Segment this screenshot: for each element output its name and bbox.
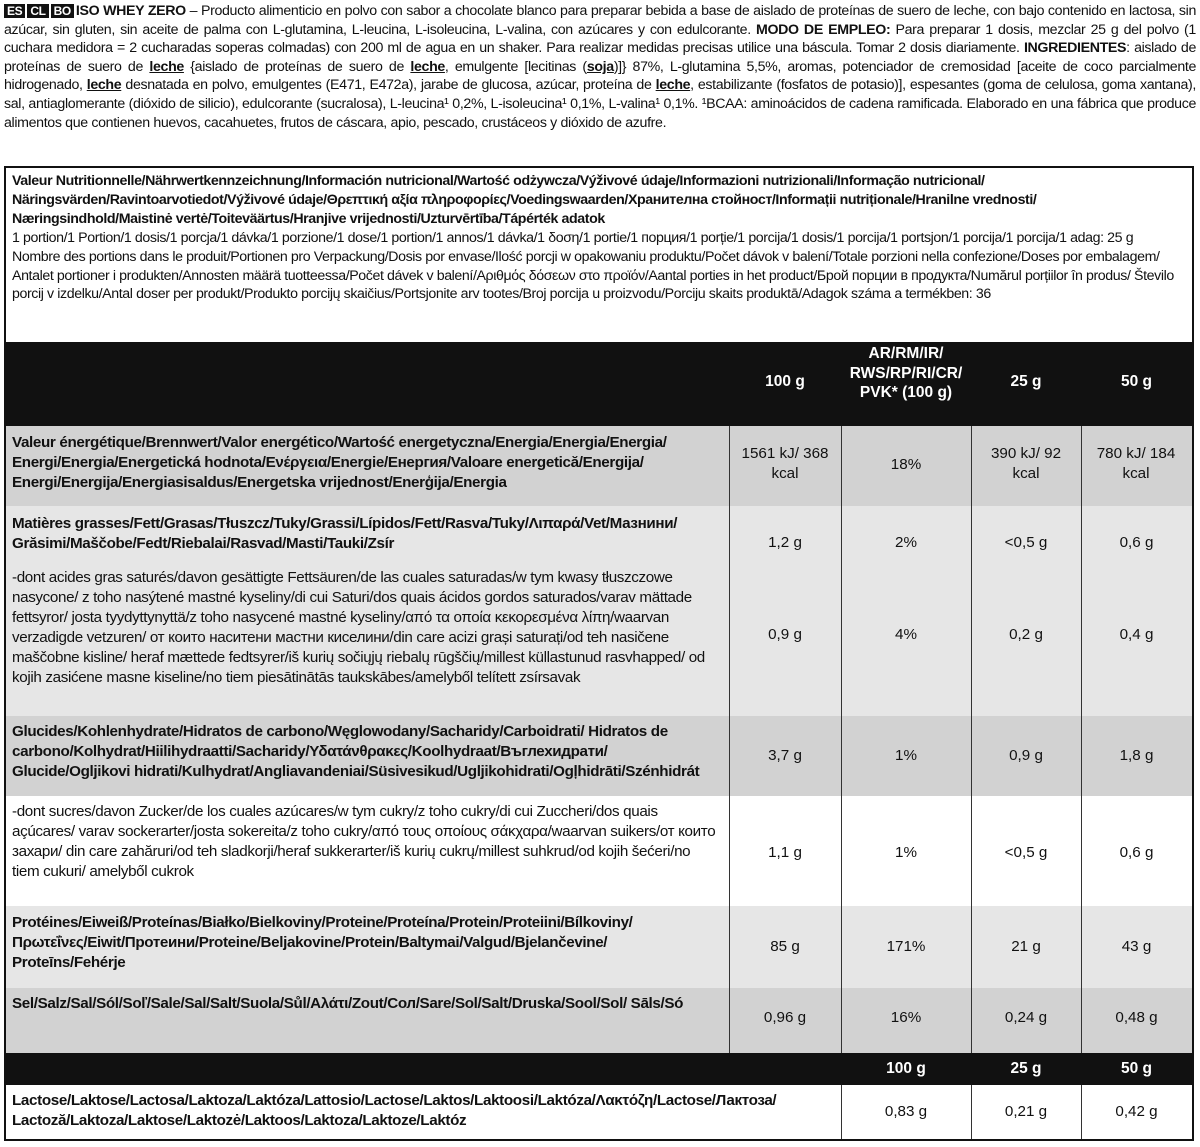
nutrition-table (4, 166, 1194, 1141)
nutrition-header-info (6, 168, 1192, 342)
allergen-milk: leche (149, 58, 184, 75)
allergen-milk: leche (86, 77, 122, 94)
value-50g: 1,8 g (1119, 747, 1154, 764)
value-100g: 85 g (770, 938, 800, 955)
column-header-50g: 50 g (1120, 373, 1152, 390)
value-25g: <0,5 g (1004, 534, 1048, 551)
row-label: -dont sucres/davon Zucker/de los cuales azúcares/w tym cukry/z toho cukry/di cui Zuccheri/dos quais açúcares/ varav sockerarter/josta sokereita/z toho cukry/από τους οποίους σάκχαρα/waarvan suikers/от които захари/ din care zahăruri/od teh sladkorji/heraf sukkerarter/iš kurių cukrų/millest suhkrud/od kojih šećeri/no tiem cukuri/ amelyből cukrok (12, 803, 716, 880)
product-name: ISO WHEY ZERO (75, 3, 186, 19)
portion-size: 1 portion/1 Portion/1 dosis/1 porcja/1 dávka/1 porzione/1 dose/1 portion/1 annos/1 dávka/1 δοση/1 portie/1 порция/1 porție/1 porcija/1 dosis/1 porcija/1 portsjon/1 porcija/1 porcija/1 adag: 25 g (12, 229, 1134, 246)
table-row-energy (6, 426, 1192, 506)
value-50g: 0,6 g (1119, 844, 1154, 861)
value-25g: 0,2 g (1009, 626, 1043, 643)
value-reference-intake: 171% (886, 938, 926, 955)
value-100g: 1,2 g (768, 534, 802, 551)
lactose-header-100g: 100 g (886, 1060, 926, 1077)
value-reference-intake: 4% (895, 626, 917, 643)
description-text: – Producto alimenticio en polvo con sabor a chocolate blanco para preparar bebida a base de aislado de proteínas de suero de leche, con bajo contenido en lactosa, sin azúcar, sin gluten, sin aceite de palma con L-glutamina, L-leucina, L-isoleucina, L-valina, con azúcares y con edulcorante. (4, 3, 1196, 38)
row-label: Glucides/Kohlenhydrate/Hidratos de carbono/Węglowodany/Sacharidy/Carboidrati/ Hidratos de carbono/Kolhydrat/Hiilihydraatti/Sacharidy/Υδατάνθρακες/Koolhydraat/Въглехидрати/ Glucide/Ogljikovi hidrati/Kulhydrat/Angliavandeniai/Süsivesikud/Ugljikohidrati/Ogļhidrāti/Szénhidrát (12, 723, 700, 780)
servings-per-pack: Nombre des portions dans le produit/Portionen pro Verpackung/Dosis por envase/Ilość porcji w opakowaniu produktu/Počet dávok v balení/Totale porzioni nella confezione/Doses por embalagem/ Antalet portioner i produkten/Annosten määrä tuotteessa/Počet dávek v balení/Αριθμός δόσεων στο προϊόν/Aantal porties in het product/Брой порции в продукта/Numărul porțiilor în produs/ Število porcij v izdelku/Antal doser per produkt/Produkto porcijų skaičius/Portsjonite arv tootes/Broj porcija u proizvodu/Porciju skaits produktā/Adagok száma a termékben: 36 (12, 248, 1174, 303)
ingredients-text: , estabilizante (fosfatos de potasio)], espesantes (goma de celulosa, goma xantana), sal, antiaglomerante (dióxido de silicio), edulcorante (sucralosa), L-leucina¹ 0,2%, L-isoleucina¹ 0,1%, L-valina¹ 0,1%. ¹BCAA: aminoácidos de cadena ramificada. Elaborado en una fábrica que produce alimentos que contienen huevos, cacahuetes, frutos de cáscara, apio, pescado, crustáceos y dióxido de azufre. (4, 77, 1196, 131)
value-50g: 0,48 g (1115, 1009, 1158, 1026)
row-label: Sel/Salz/Sal/Sól/Soľ/Sale/Sal/Salt/Suola/Sůl/Αλάτι/Zout/Сол/Sare/Sol/Salt/Druska/Sool/Sol/ Sāls/Só (12, 995, 684, 1012)
table-row-protein (6, 906, 1192, 988)
row-label: Protéines/Eiweiß/Proteínas/Białko/Bielkoviny/Proteine/Proteína/Protein/Proteiini/Bílkoviny/ Πρωτεΐνες/Eiwit/Протеини/Proteine/Beljakovine/Protein/Baltymai/Valgud/Bjelančevine/ Proteīns/Fehérje (12, 914, 633, 971)
language-badge-bo: BO (51, 4, 74, 18)
table-row-fat (6, 506, 1192, 562)
ingredients-text: , emulgente [lecitinas ( (444, 58, 587, 75)
value-50g: 0,42 g (1115, 1103, 1158, 1120)
value-25g: 0,9 g (1009, 747, 1043, 764)
value-reference-intake: 1% (895, 844, 917, 861)
lactose-header-row (6, 1053, 1192, 1085)
value-25g: <0,5 g (1004, 844, 1048, 861)
column-header-reference-intake: AR/RM/IR/ RWS/RP/RI/CR/ PVK* (100 g) (849, 345, 963, 401)
value-reference-intake: 18% (890, 456, 922, 473)
row-label: Valeur énergétique/Brennwert/Valor energético/Wartość energetyczna/Energia/Energia/Energia/ Energi/Energia/Energetická hodnota/Ενέργεια/Energie/Енергия/Valoare energetică/Energija/ Energi/Energija/Energiasisaldus/Energetska vrijednost/Enerģija/Energia (12, 434, 667, 491)
value-reference-intake: 2% (895, 534, 917, 551)
ingredients-text: {aislado de proteínas de suero de (183, 58, 411, 75)
value-25g: 21 g (1011, 938, 1041, 955)
language-badge-cl: CL (27, 4, 48, 18)
allergen-soy: soja (586, 58, 614, 75)
row-label: -dont acides gras saturés/davon gesättigte Fettsäuren/de las cuales saturadas/w tym kwasy tłuszczowe nasycone/ z toho nasýtené mastné kyseliny/di cui Saturi/dos quais ácidos gordos saturados/varav mättade fettsyror/ josta tyydyttynyttä/z toho nasycené mastné kyseliny/από τα οποία κεκορεσμένα λίπη/waarvan verzadigde vetzuren/ от които наситени мастни киселини/din care acizi grași saturați/od teh nasičene maščobne kisline/ heraf mættede fedtsyrer/iš kurių sočiųjų riebalų rūgščių/millest küllastunud rasvhapped/ od kojih zasićene masne kiseline/no tiem piesātinātās taukskābes/amelyből telített zsírsavak (12, 569, 705, 686)
value-100g: 0,83 g (884, 1103, 928, 1120)
table-row-sugars (6, 796, 1192, 906)
value-100g: 1561 kJ/ 368 kcal (741, 445, 829, 482)
language-badge-es: ES (4, 4, 25, 18)
lactose-header-50g: 50 g (1120, 1060, 1152, 1077)
nutrition-title: Valeur Nutritionnelle/Nährwertkennzeichnung/Información nutricional/Wartość odżywcza/Výživové údaje/Informazioni nutrizionali/Informação nutricional/ Näringsvärden/Ravintoarvotiedot/Výživové údaje/Θρεπτική αξία πληροφορίες/Voedingswaarden/Хранителна стойност/Informații nutriționale/Hranilne vrednosti/ Næringsindhold/Maistinė vertė/Toiteväärtus/Hranjive vrijednosti/Uzturvērtība/Tápérték adatok (12, 173, 1037, 227)
value-100g: 0,96 g (763, 1009, 807, 1026)
column-header-row (6, 342, 1192, 426)
row-label: Matières grasses/Fett/Grasas/Tłuszcz/Tuky/Grassi/Lípidos/Fett/Rasva/Tuky/Λιπαρά/Vet/Мазнини/ Grăsimi/Maščobe/Fedt/Riebalai/Rasvad/Masti/Tauki/Zsír (12, 515, 678, 552)
value-50g: 0,4 g (1119, 626, 1154, 643)
ingredients-text: : aislado de proteínas de suero de (4, 40, 1196, 75)
ingredients-label: INGREDIENTES (1023, 40, 1127, 57)
value-50g: 0,6 g (1119, 534, 1154, 551)
value-reference-intake: 16% (890, 1009, 922, 1026)
usage-text: Para preparar 1 dosis, mezclar 25 g del polvo (1 cuchara medidora = 2 cucharadas soperas colmadas) con 200 ml de agua en un shaker. Para realizar medidas precisas utilice una báscula. Tomar 2 dosis diariamente. (4, 21, 1196, 57)
allergen-milk: leche (410, 58, 445, 75)
value-50g: 43 g (1121, 938, 1152, 955)
product-description (4, 2, 1196, 132)
table-row-carbohydrate (6, 716, 1192, 796)
value-25g: 0,21 g (1004, 1103, 1048, 1120)
value-100g: 3,7 g (768, 747, 802, 764)
value-50g: 780 kJ/ 184 kcal (1096, 445, 1176, 482)
value-reference-intake: 1% (895, 747, 917, 764)
column-header-25g: 25 g (1010, 373, 1042, 390)
value-25g: 390 kJ/ 92 kcal (990, 445, 1062, 482)
ingredients-text: )]} 87%, L-glutamina 5,5%, aromas, potenciador de cremosidad [aceite de coco parcialmente hidrogenado, (4, 58, 1197, 94)
allergen-milk: leche (655, 77, 691, 94)
column-header-100g: 100 g (765, 373, 805, 390)
ingredients-text: desnatada en polvo, emulgentes (E471, E472a), jarabe de glucosa, azúcar, proteína de (121, 77, 656, 94)
value-25g: 0,24 g (1004, 1009, 1048, 1026)
row-label: Lactose/Laktose/Lactosa/Laktoza/Laktóza/Lattosio/Lactose/Laktos/Laktoosi/Laktóza/Λακτόζη/Lactose/Лактоза/ Lactoză/Laktoza/Laktose/Laktozė/Laktoos/Laktoza/Laktoze/Laktóz (12, 1092, 777, 1129)
table-row-lactose (6, 1085, 1192, 1139)
usage-label: MODO DE EMPLEO: (756, 21, 891, 38)
value-100g: 1,1 g (768, 844, 802, 861)
lactose-header-25g: 25 g (1010, 1060, 1042, 1077)
table-row-saturates (6, 562, 1192, 716)
value-100g: 0,9 g (768, 626, 802, 643)
table-row-salt (6, 988, 1192, 1053)
